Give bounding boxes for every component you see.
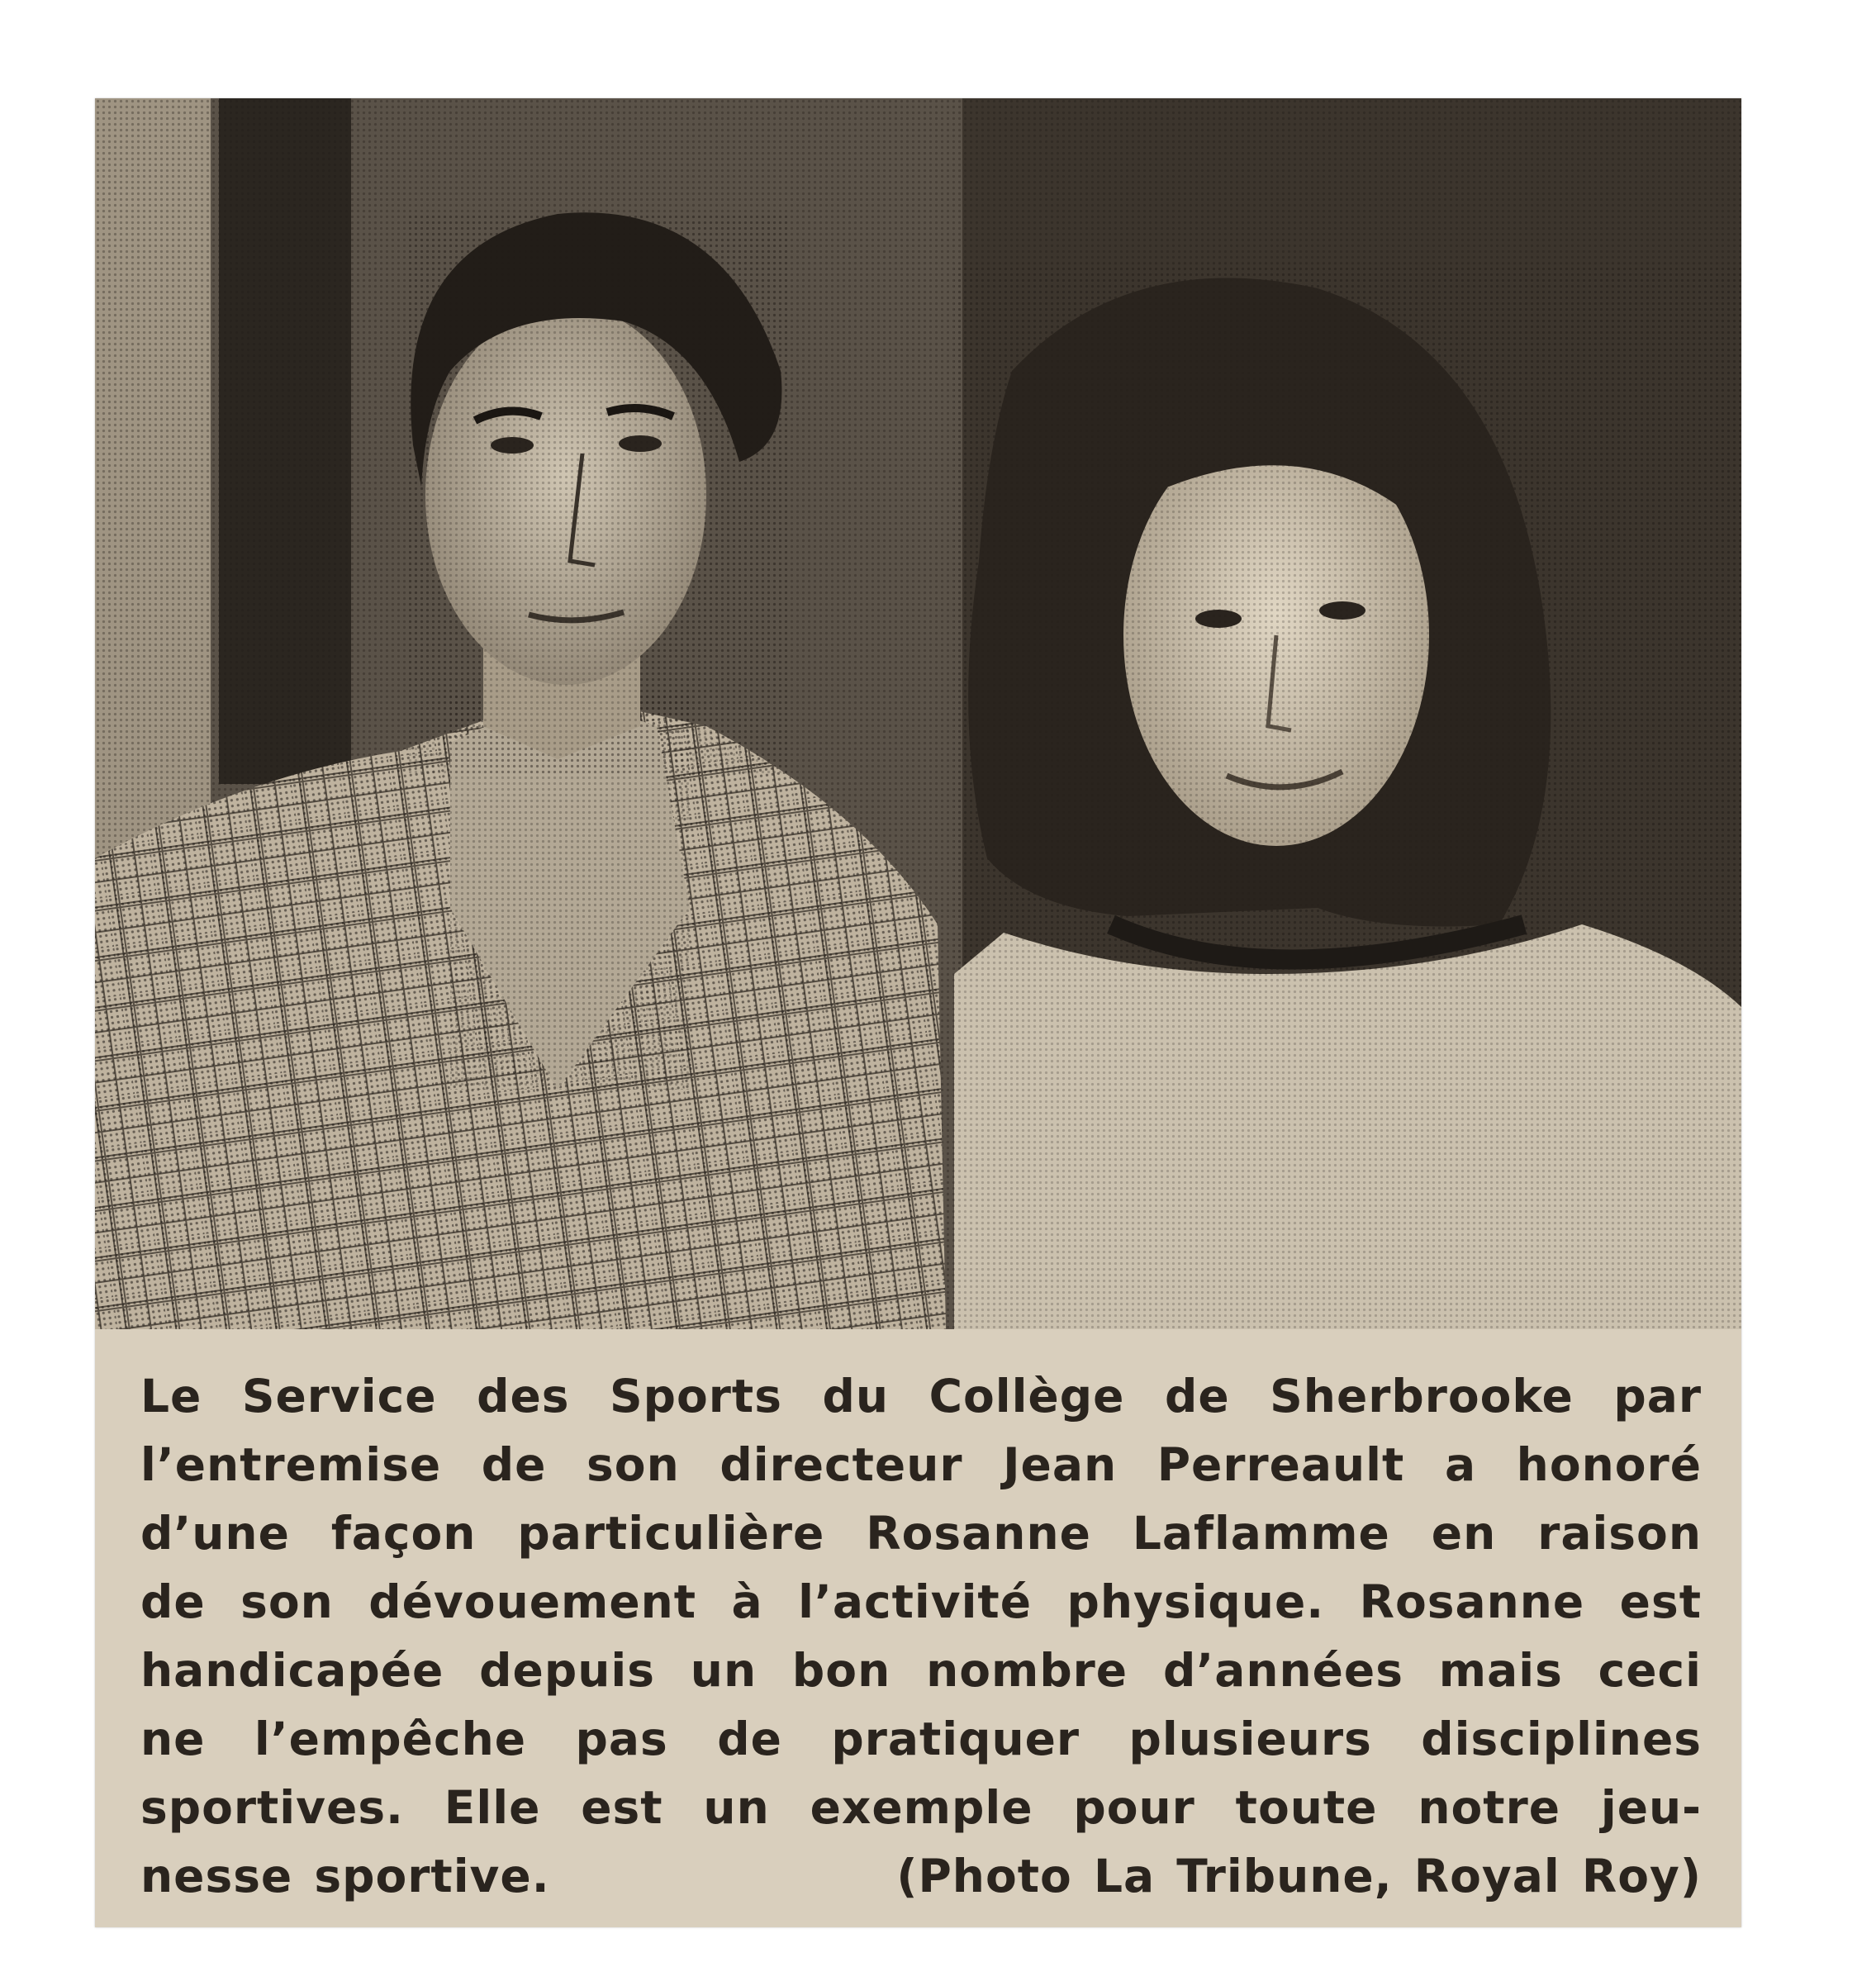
caption-last-line bbox=[140, 1842, 1702, 1911]
caption-end-text: nesse sportive. bbox=[140, 1850, 550, 1903]
caption-line: handicapée depuis un bon nombre d’années mais ceci bbox=[140, 1644, 1702, 1697]
caption-line: de son dévouement à l’activité physique. Rosanne est bbox=[140, 1575, 1702, 1628]
caption-line: d’une façon particulière Rosanne Laflamme en raison bbox=[140, 1507, 1702, 1560]
caption-line: ne l’empêche pas de pratiquer plusieurs disciplines bbox=[140, 1713, 1702, 1765]
caption-line: l’entremise de son directeur Jean Perreault a honoré bbox=[140, 1438, 1702, 1491]
photo-caption bbox=[140, 1362, 1702, 1911]
caption-line: Le Service des Sports du Collège de Sherbrooke par bbox=[140, 1370, 1702, 1423]
halftone-photo bbox=[95, 98, 1741, 1329]
caption-line: sportives. Elle est un exemple pour toute notre jeu- bbox=[140, 1781, 1702, 1834]
newspaper-clipping bbox=[95, 98, 1741, 1927]
photo-credit: (Photo La Tribune, Royal Roy) bbox=[896, 1850, 1702, 1903]
